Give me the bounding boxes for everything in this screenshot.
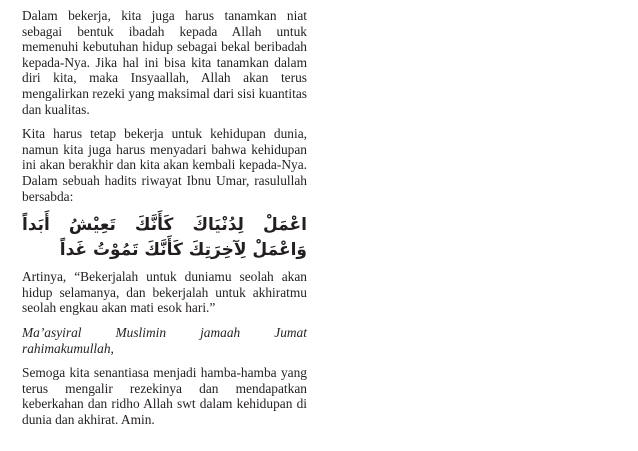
paragraph-niat-bekerja: Dalam bekerja, kita juga harus tanamkan niat sebagai bentuk ibadah kepada Allah untuk memenuhi kebutuhan hidup sebagai bekal beribadah kepada-Nya. Jika hal ini bisa kita tanamkan dalam diri kita, maka Insyaallah, Allah akan terus mengalirkan rezeki yang maksimal dari sisi kuantitas dan kualitas. <box>22 8 307 117</box>
arabic-hadith: اعْمَلْ لِدُنْيَاكَ كَأَنَّكَ تَعِيْشُ أَبَداً وَاعْمَلْ لِآخِرَتِكَ كَأَنَّكَ تَمُوْتُ غَداً <box>22 215 307 261</box>
address-line-1 <box>22 325 307 341</box>
address-line-2: rahimakumullah, <box>22 340 114 356</box>
address-greeting <box>22 325 307 356</box>
paragraph-kehidupan-dunia: Kita harus tetap bekerja untuk kehidupan dunia, namun kita juga harus menyadari bahwa kehidupan ini akan berakhir dan kita akan kembali kepada-Nya. Dalam sebuah hadits riwayat Ibnu Umar, rasulullah bersabda: <box>22 126 307 204</box>
paragraph-doa-penutup: Semoga kita senantiasa menjadi hamba-hamba yang terus mengalir rezekinya dan mendapatkan keberkahan dan ridho Allah swt dalam kehidupan di dunia dan akhirat. Amin. <box>22 365 307 427</box>
address-word-4: Jumat <box>274 324 307 340</box>
paragraph-artinya: Artinya, “Bekerjalah untuk duniamu seolah akan hidup selamanya, dan bekerjalah untuk akhiratmu seolah engkau akan mati esok hari.” <box>22 269 307 316</box>
address-word-3: jamaah <box>200 324 241 340</box>
address-word-1: Ma’asyiral <box>22 324 82 340</box>
document-page <box>22 8 307 436</box>
address-word-2: Muslimin <box>115 324 167 340</box>
